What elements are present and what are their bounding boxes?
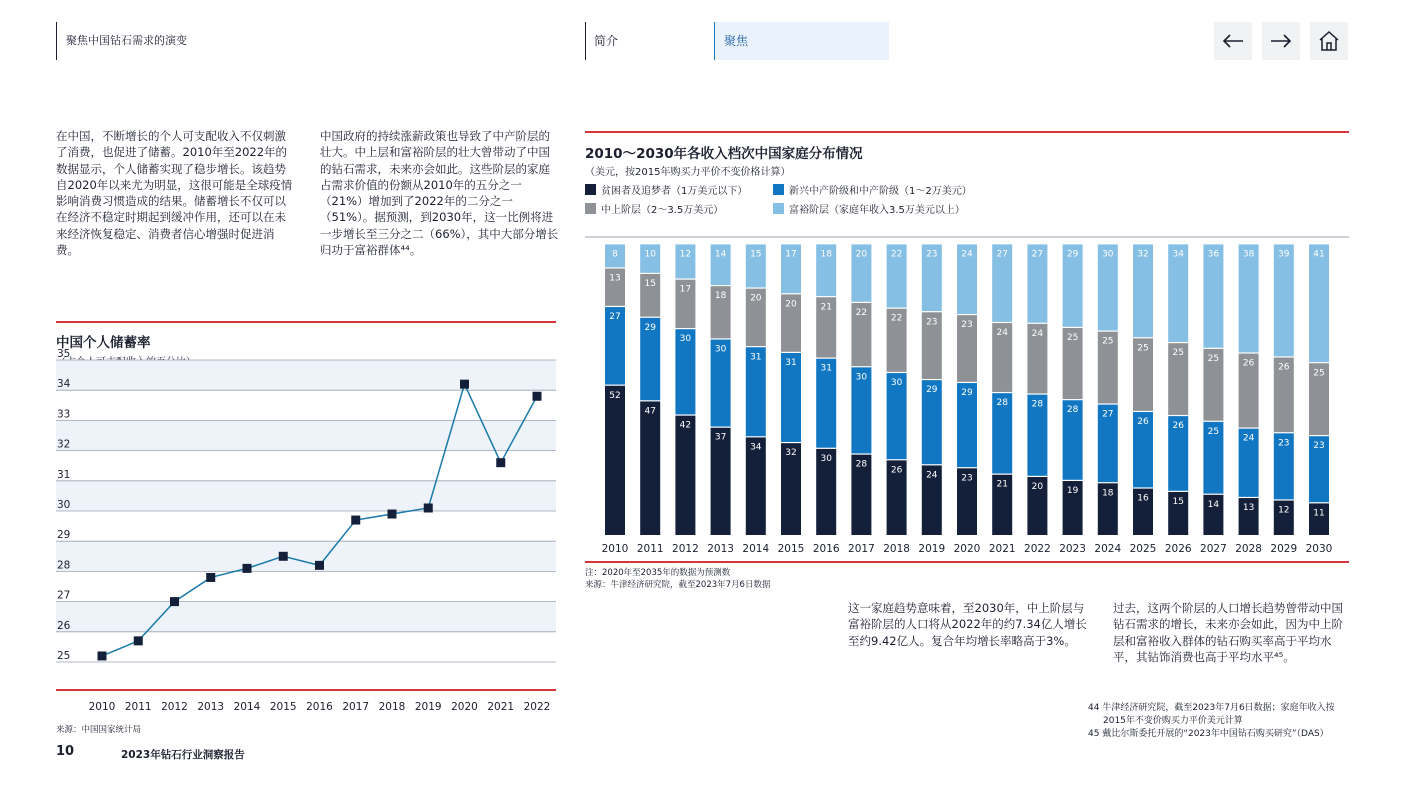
legend-label: 贫困者及追梦者（1万美元以下） bbox=[601, 186, 748, 197]
data-label: 37 bbox=[714, 432, 727, 443]
data-label: 11 bbox=[1313, 508, 1325, 519]
bar-segment bbox=[1309, 244, 1329, 362]
data-label: 36 bbox=[1207, 249, 1220, 260]
data-label: 31 bbox=[820, 363, 832, 374]
data-label: 30 bbox=[679, 334, 692, 345]
data-label: 19 bbox=[1066, 486, 1079, 497]
legend-item-poor bbox=[585, 182, 747, 197]
bar-segment bbox=[1239, 244, 1259, 352]
footnote-44-line-1: 44 牛津经济研究院，截至2023年7月6日数据；家庭年收入按 bbox=[1088, 703, 1335, 713]
x-tick-label: 2016 bbox=[306, 701, 333, 713]
data-label: 26 bbox=[1278, 362, 1290, 373]
data-label: 28 bbox=[855, 459, 868, 470]
income-chart-subtitle: （美元，按2015年购买力平价不变价格计算） bbox=[585, 167, 791, 178]
data-label: 34 bbox=[1172, 249, 1184, 260]
x-tick-label: 2018 bbox=[883, 543, 910, 555]
x-tick-label: 2024 bbox=[1094, 543, 1122, 555]
data-label: 27 bbox=[1102, 409, 1114, 420]
data-point bbox=[98, 651, 107, 660]
home-button[interactable] bbox=[1310, 22, 1348, 60]
data-point bbox=[315, 561, 324, 570]
data-label: 23 bbox=[1313, 441, 1325, 452]
divider bbox=[585, 131, 1349, 133]
x-tick-label: 2012 bbox=[161, 701, 188, 713]
data-label: 10 bbox=[644, 249, 656, 260]
savings-chart-source: 来源：中国国家统计局 bbox=[56, 725, 142, 735]
x-tick-label: 2022 bbox=[1024, 543, 1051, 555]
data-label: 13 bbox=[609, 273, 621, 284]
data-label: 25 bbox=[1207, 426, 1220, 437]
page-number: 10 bbox=[56, 744, 75, 759]
savings-line-chart bbox=[56, 348, 556, 722]
data-point bbox=[533, 392, 542, 401]
savings-chart-title: 中国个人储蓄率 bbox=[56, 335, 151, 351]
data-label: 23 bbox=[926, 249, 938, 260]
data-label: 14 bbox=[1207, 499, 1220, 510]
data-label: 28 bbox=[996, 398, 1008, 409]
x-tick-label: 2011 bbox=[636, 543, 664, 555]
x-tick-label: 2022 bbox=[523, 701, 551, 713]
x-tick-label: 2030 bbox=[1305, 543, 1333, 555]
x-tick-label: 2012 bbox=[672, 543, 699, 555]
y-tick-label: 35 bbox=[57, 348, 71, 360]
y-tick-label: 33 bbox=[57, 408, 71, 421]
bar-segment bbox=[605, 386, 625, 535]
grid-band bbox=[56, 360, 556, 390]
back-button[interactable] bbox=[1214, 22, 1252, 60]
x-tick-label: 2011 bbox=[124, 701, 152, 713]
grid-band bbox=[56, 602, 556, 632]
y-tick-label: 34 bbox=[57, 378, 71, 391]
income-chart-title: 2010～2030年各收入档次中国家庭分布情况 bbox=[585, 146, 863, 162]
data-label: 20 bbox=[855, 249, 868, 260]
x-tick-label: 2019 bbox=[918, 543, 946, 555]
data-label: 28 bbox=[1031, 399, 1044, 410]
data-label: 25 bbox=[1066, 333, 1079, 344]
data-label: 16 bbox=[1137, 493, 1149, 504]
data-label: 29 bbox=[1066, 249, 1079, 260]
x-tick-label: 2021 bbox=[487, 701, 515, 713]
data-label: 30 bbox=[1102, 249, 1114, 260]
paragraph-2: 中国政府的持续涨薪政策也导致了中产阶层的壮大。中上层和富裕阶层的壮大曾带动了中国的钻石需求，未来亦会如此。这些阶层的家庭占需求价值的份额从2010年的五分之一（21%）增加到了2022年的二分之一（51%）。据预测，到2030年，这一比例将进一步增长至三分之二（66%），其中大部分增长归功于富裕群体⁴⁴。 bbox=[320, 129, 559, 258]
footnote-44 bbox=[1088, 702, 1335, 727]
legend-swatch bbox=[585, 184, 596, 195]
x-tick-label: 2015 bbox=[777, 543, 805, 555]
data-label: 32 bbox=[1137, 249, 1149, 260]
data-label: 26 bbox=[1172, 421, 1184, 432]
data-point bbox=[460, 380, 469, 389]
data-label: 24 bbox=[996, 328, 1008, 339]
legend-label: 富裕阶层（家庭年收入3.5万美元以上） bbox=[789, 205, 965, 216]
data-label: 20 bbox=[750, 293, 762, 304]
x-tick-label: 2020 bbox=[953, 543, 981, 555]
legend-swatch bbox=[773, 184, 784, 195]
x-tick-label: 2010 bbox=[601, 543, 629, 555]
tab-focus[interactable]: 聚焦 bbox=[714, 22, 889, 60]
data-label: 25 bbox=[1137, 343, 1149, 354]
data-label: 27 bbox=[1031, 249, 1044, 260]
legend-swatch bbox=[585, 203, 596, 214]
data-label: 27 bbox=[609, 312, 621, 323]
x-tick-label: 2021 bbox=[988, 543, 1016, 555]
forward-button[interactable] bbox=[1262, 22, 1300, 60]
x-tick-label: 2013 bbox=[197, 701, 225, 713]
data-label: 26 bbox=[1242, 358, 1255, 369]
data-label: 34 bbox=[750, 442, 762, 453]
x-tick-label: 2027 bbox=[1200, 543, 1227, 555]
data-label: 42 bbox=[679, 420, 692, 431]
data-label: 24 bbox=[1031, 328, 1044, 339]
data-label: 13 bbox=[1242, 503, 1255, 514]
report-title: 2023年钻石行业洞察报告 bbox=[121, 749, 245, 761]
data-label: 38 bbox=[1242, 249, 1255, 260]
grid-band bbox=[56, 541, 556, 571]
income-stacked-bar-chart bbox=[585, 236, 1349, 564]
data-label: 30 bbox=[714, 344, 727, 355]
data-label: 14 bbox=[714, 249, 727, 260]
x-tick-label: 2017 bbox=[848, 543, 875, 555]
data-label: 29 bbox=[961, 388, 973, 399]
data-label: 18 bbox=[820, 249, 832, 260]
data-label: 18 bbox=[714, 291, 727, 302]
data-label: 12 bbox=[679, 249, 692, 260]
data-label: 12 bbox=[1278, 505, 1290, 516]
data-label: 22 bbox=[890, 313, 903, 324]
data-label: 39 bbox=[1278, 249, 1290, 260]
data-point bbox=[206, 573, 215, 582]
data-label: 31 bbox=[785, 357, 797, 368]
y-tick-label: 31 bbox=[57, 468, 71, 481]
paragraph-1: 在中国，不断增长的个人可支配收入不仅刺激了消费，也促进了储蓄。2010年至2022年的数据显示，个人储蓄实现了稳步增长。该趋势自2020年以来尤为明显，这很可能是全球疫情影响消费习惯造成的结果。储蓄增长不仅可以在经济不稳定时期起到缓冲作用，还可以在未来经济恢复稳定、消费者信心增强时促进消费。 bbox=[56, 129, 293, 258]
data-label: 22 bbox=[890, 249, 903, 260]
y-tick-label: 26 bbox=[57, 619, 71, 632]
x-tick-label: 2014 bbox=[233, 701, 261, 713]
y-tick-label: 30 bbox=[57, 499, 71, 511]
x-tick-label: 2016 bbox=[812, 543, 840, 555]
data-point bbox=[134, 636, 143, 645]
data-label: 23 bbox=[926, 317, 938, 328]
tab-intro[interactable]: 简介 bbox=[585, 22, 713, 60]
data-label: 20 bbox=[1031, 482, 1044, 493]
footnote-44-line-2: 2015年不变价购买力平价美元计算 bbox=[1103, 715, 1243, 726]
data-point bbox=[351, 516, 360, 525]
legend-label: 新兴中产阶级和中产阶级（1～2万美元） bbox=[789, 186, 972, 197]
data-label: 17 bbox=[785, 249, 797, 260]
data-label: 25 bbox=[1207, 353, 1220, 364]
data-label: 21 bbox=[996, 479, 1008, 490]
data-label: 26 bbox=[1137, 417, 1149, 428]
x-tick-label: 2019 bbox=[414, 701, 442, 713]
data-label: 22 bbox=[855, 308, 868, 318]
divider bbox=[56, 321, 556, 323]
data-label: 18 bbox=[1102, 488, 1114, 499]
y-tick-label: 25 bbox=[57, 650, 71, 662]
data-point bbox=[424, 503, 433, 512]
grid-band bbox=[56, 481, 556, 511]
data-label: 29 bbox=[644, 322, 656, 333]
paragraph-3: 这一家庭趋势意味着，至2030年，中上阶层与富裕阶层的人口将从2022年的约7.34亿人增长至约9.42亿人。复合年均增长率略高于3%。 bbox=[848, 601, 1087, 648]
data-label: 27 bbox=[996, 249, 1008, 260]
x-tick-label: 2026 bbox=[1164, 543, 1192, 555]
data-label: 52 bbox=[609, 390, 621, 401]
data-label: 29 bbox=[926, 385, 938, 396]
legend-item-affluent bbox=[773, 201, 965, 216]
data-label: 8 bbox=[612, 249, 618, 260]
bar-segment bbox=[640, 401, 660, 535]
legend-label: 中上阶层（2～3.5万美元） bbox=[601, 205, 724, 216]
data-label: 30 bbox=[855, 372, 868, 383]
x-tick-label: 2014 bbox=[742, 543, 770, 555]
legend-item-upper-middle bbox=[585, 201, 723, 216]
y-tick-label: 28 bbox=[57, 559, 71, 572]
data-label: 24 bbox=[926, 470, 938, 481]
data-label: 30 bbox=[890, 378, 903, 389]
section-title: 聚焦中国钻石需求的演变 bbox=[56, 22, 187, 60]
bar-segment bbox=[711, 428, 731, 535]
data-label: 21 bbox=[820, 302, 832, 313]
data-point bbox=[279, 552, 288, 561]
bar-segment bbox=[1203, 244, 1223, 347]
data-label: 24 bbox=[961, 249, 973, 260]
data-label: 26 bbox=[890, 465, 903, 476]
arrow-left-icon bbox=[1222, 33, 1244, 49]
data-label: 25 bbox=[1102, 336, 1114, 347]
data-label: 32 bbox=[785, 448, 797, 459]
data-label: 23 bbox=[961, 473, 973, 484]
home-icon bbox=[1318, 30, 1340, 52]
footnote-45: 45 戴比尔斯委托开展的“2023年中国钻石购买研究”（DAS） bbox=[1088, 729, 1329, 739]
x-tick-label: 2025 bbox=[1129, 543, 1157, 555]
data-label: 15 bbox=[644, 279, 656, 290]
arrow-right-icon bbox=[1270, 33, 1292, 49]
data-point bbox=[170, 597, 179, 606]
data-label: 41 bbox=[1313, 249, 1325, 260]
paragraph-4: 过去，这两个阶层的人口增长趋势曾带动中国钻石需求的增长，未来亦会如此，因为中上阶层和富裕收入群体的钻石购买率高于平均水平，其钻饰消费也高于平均水平⁴⁵。 bbox=[1113, 601, 1343, 664]
x-tick-label: 2028 bbox=[1235, 543, 1262, 555]
y-tick-label: 32 bbox=[57, 438, 71, 451]
x-tick-label: 2013 bbox=[707, 543, 734, 555]
x-tick-label: 2015 bbox=[269, 701, 297, 713]
x-tick-label: 2010 bbox=[88, 701, 116, 713]
data-label: 25 bbox=[1172, 348, 1184, 359]
data-label: 23 bbox=[961, 320, 973, 331]
data-point bbox=[388, 510, 397, 519]
data-label: 17 bbox=[679, 284, 692, 295]
income-chart-source: 来源：牛津经济研究院，截至2023年7月6日数据 bbox=[585, 580, 771, 590]
data-label: 28 bbox=[1066, 405, 1079, 416]
data-label: 24 bbox=[1242, 433, 1255, 444]
bar-segment bbox=[1274, 244, 1294, 356]
income-chart-note: 注：2020年至2035年的数据为预测数 bbox=[585, 568, 731, 578]
data-label: 25 bbox=[1313, 368, 1325, 379]
data-label: 30 bbox=[820, 453, 832, 464]
data-label: 15 bbox=[1172, 496, 1184, 507]
data-label: 31 bbox=[750, 352, 762, 363]
x-tick-label: 2023 bbox=[1059, 543, 1086, 555]
grid-band bbox=[56, 420, 556, 450]
data-label: 23 bbox=[1278, 438, 1290, 449]
data-label: 47 bbox=[644, 406, 656, 417]
x-tick-label: 2029 bbox=[1270, 543, 1298, 555]
y-tick-label: 29 bbox=[57, 529, 71, 542]
data-point bbox=[243, 564, 252, 573]
legend-item-middle bbox=[773, 182, 972, 197]
y-tick-label: 27 bbox=[57, 589, 71, 602]
legend-swatch bbox=[773, 203, 784, 214]
x-tick-label: 2017 bbox=[342, 701, 370, 713]
bar-segment bbox=[675, 416, 695, 535]
data-label: 20 bbox=[785, 299, 797, 310]
data-point bbox=[496, 458, 505, 467]
data-label: 15 bbox=[750, 249, 762, 260]
x-tick-label: 2020 bbox=[451, 701, 478, 713]
x-tick-label: 2018 bbox=[378, 701, 406, 713]
